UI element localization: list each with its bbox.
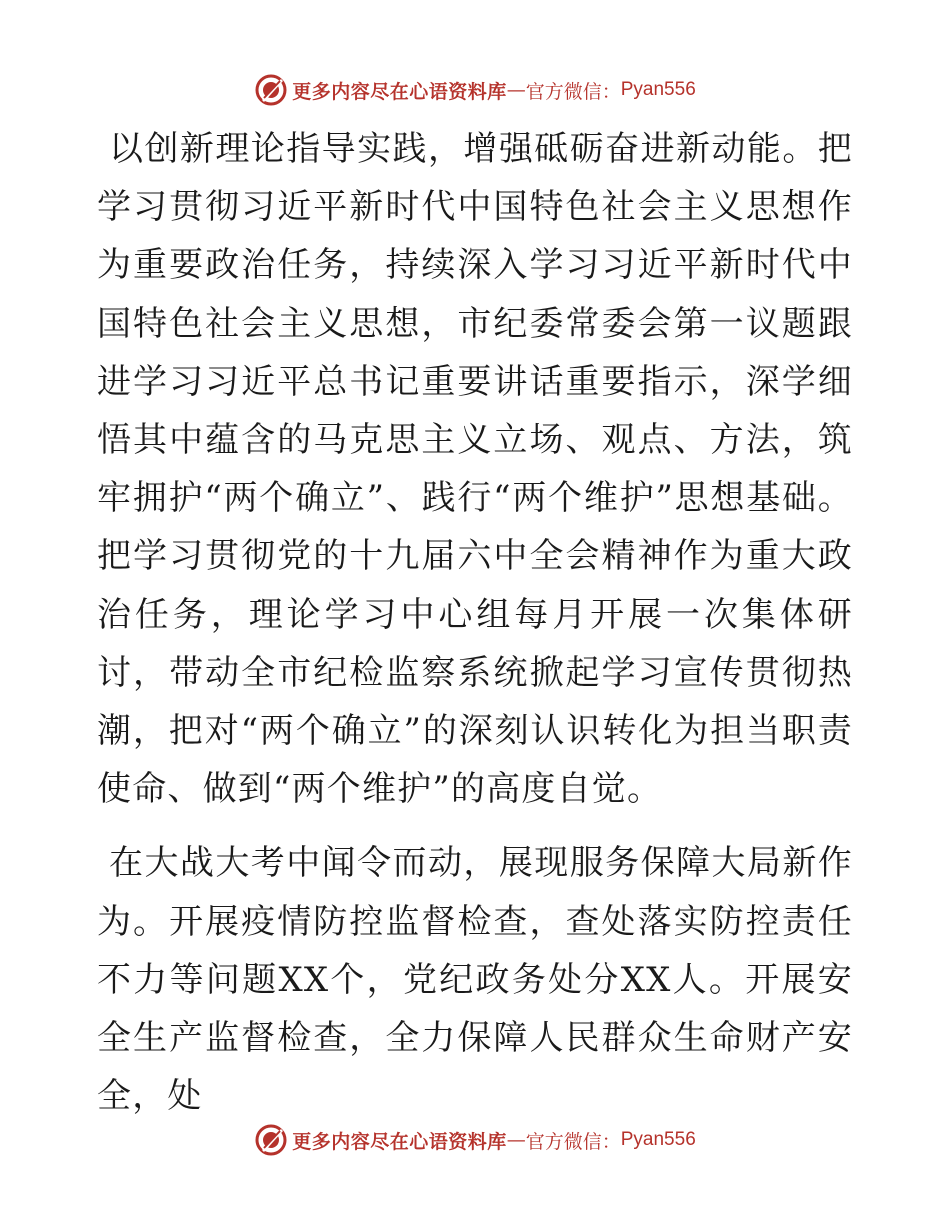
footer-wechat-label: 官方微信： <box>525 1130 621 1153</box>
header-separator: — <box>506 79 526 101</box>
paragraph-1: 以创新理论指导实践，增强砥砺奋进新动能。把学习贯彻习近平新时代中国特色社会主义思想作为重要政治任务，持续深入学习习近平新时代中国特色社会主义思想，市纪委常委会第一议题跟进学习习近平总书记重要讲话重要指示，深学细悟其中蕴含的马克思主义立场、观点、方法，筑牢拥护“两个确立”、践行“两个维护”思想基础。把学习贯彻党的十九届六中全会精神作为重大政治任务，理论学习中心组每月开展一次集体研讨，带动全市纪检监察系统掀起学习宣传贯彻热潮，把对“两个确立”的深刻认识转化为担当职责使命、做到“两个维护”的高度自觉。 <box>97 129 853 810</box>
paragraph-2: 在大战大考中闻令而动，展现服务保障大局新作为。开展疫情防控监督检查，查处落实防控责任不力等问题XX个，党纪政务处分XX人。开展安全生产监督检查，全力保障人民群众生命财产安全，处 <box>97 843 853 1117</box>
quill-seal-icon <box>254 73 288 107</box>
header-banner <box>0 70 950 110</box>
footer-brand-text: 更多内容尽在心语资料库 <box>292 1130 507 1153</box>
footer-banner <box>0 1120 950 1160</box>
header-wechat-label: 官方微信： <box>525 80 621 103</box>
quill-seal-icon <box>254 1123 288 1157</box>
footer-separator: — <box>506 1129 526 1151</box>
header-wechat-id: Pyan556 <box>620 79 696 100</box>
header-brand-text: 更多内容尽在心语资料库 <box>292 80 507 103</box>
footer-wechat-id: Pyan556 <box>620 1129 696 1150</box>
document-body <box>97 120 853 1125</box>
